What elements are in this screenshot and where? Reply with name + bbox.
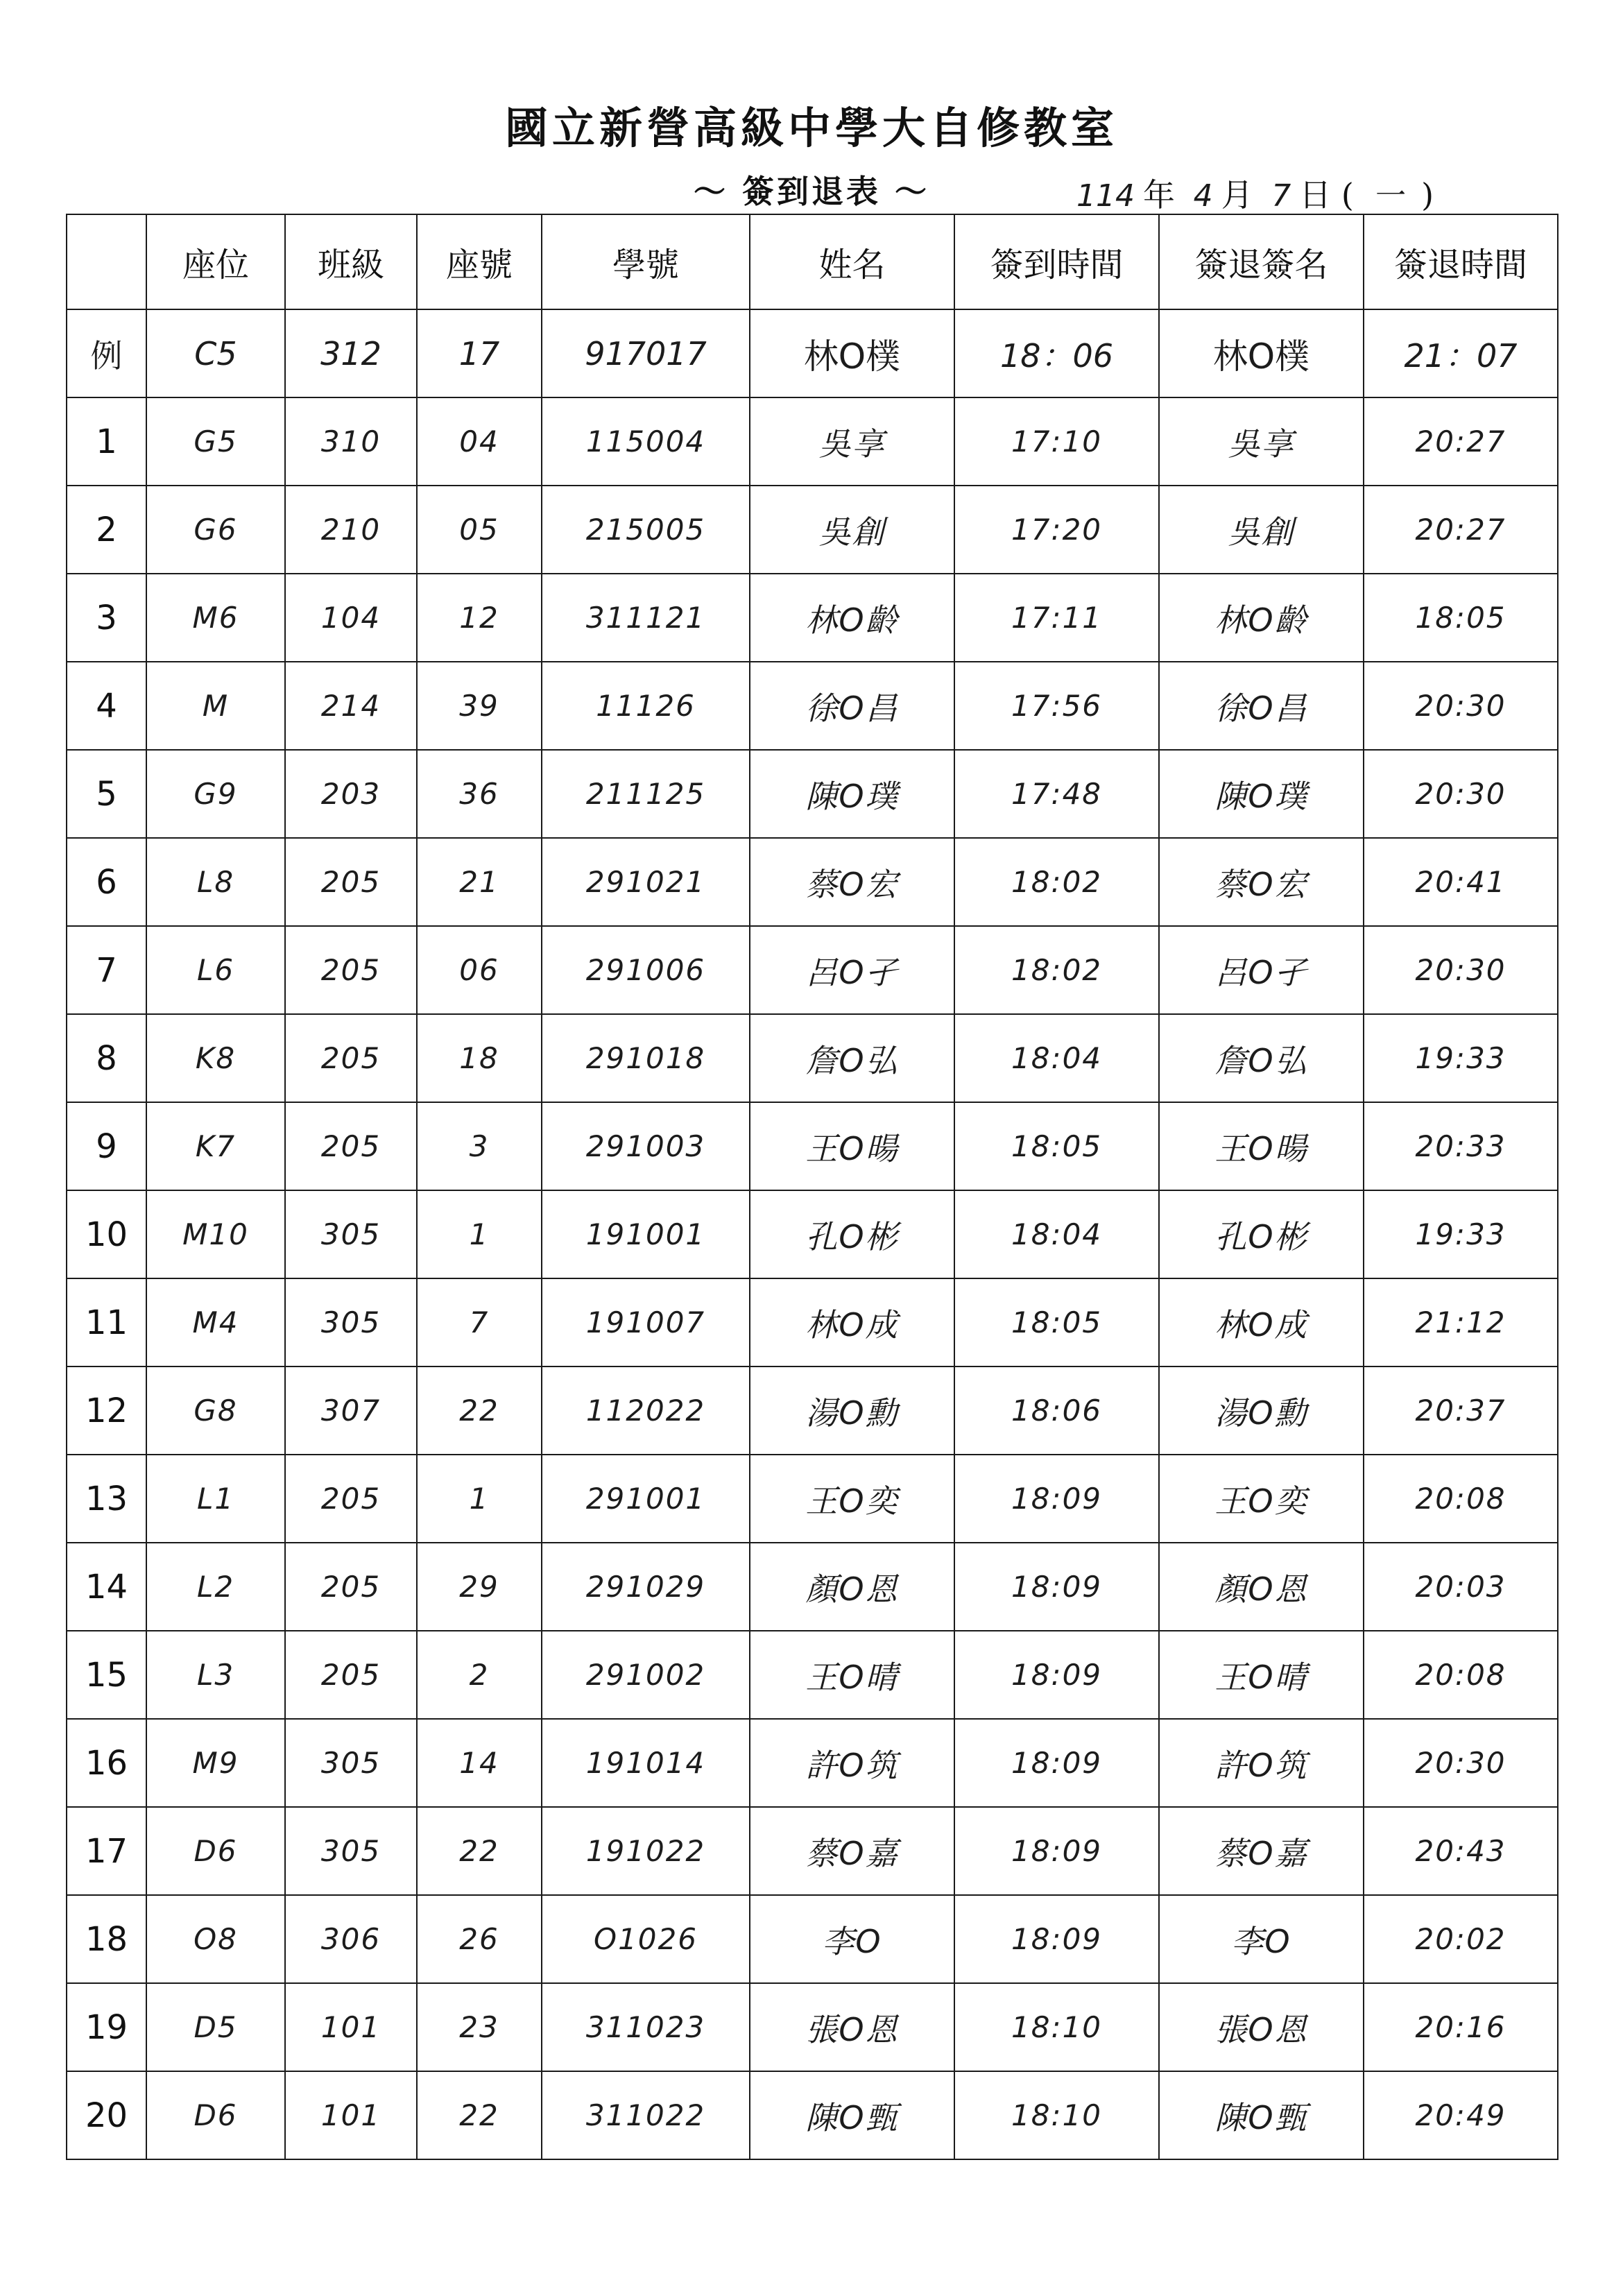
table-row xyxy=(67,838,1558,926)
seat-cell: M10 xyxy=(146,1190,285,1278)
student-id-cell: 291002 xyxy=(542,1631,750,1719)
checkout-time-cell: 18:05 xyxy=(1364,574,1558,662)
table-row xyxy=(67,397,1558,486)
name-cell: 林O樸 xyxy=(750,309,954,397)
column-header-seat-no: 座號 xyxy=(417,214,542,309)
seat-cell: G6 xyxy=(146,486,285,574)
name-cell: 陳O璞 xyxy=(750,750,954,838)
checkin-time-cell: 18:05 xyxy=(954,1278,1159,1367)
seat-no-cell: 3 xyxy=(417,1102,542,1190)
row-number: 5 xyxy=(67,750,146,838)
seat-no-cell: 36 xyxy=(417,750,542,838)
seat-cell: L6 xyxy=(146,926,285,1014)
class-cell: 310 xyxy=(285,397,417,486)
seat-no-cell: 18 xyxy=(417,1014,542,1102)
date-day-unit: 日 xyxy=(1299,176,1332,214)
weekday-close: ) xyxy=(1421,176,1434,214)
column-header-seat: 座位 xyxy=(146,214,285,309)
row-number: 14 xyxy=(67,1543,146,1631)
checkin-time-cell: 18:04 xyxy=(954,1190,1159,1278)
checkin-time-cell: 18:09 xyxy=(954,1895,1159,1983)
seat-no-cell: 22 xyxy=(417,2071,542,2159)
seat-no-cell: 21 xyxy=(417,838,542,926)
signout-signature-cell: 陳O甄 xyxy=(1159,2071,1364,2159)
signout-signature-cell: 王O晴 xyxy=(1159,1631,1364,1719)
table-row xyxy=(67,2071,1558,2159)
signout-signature-cell: 林O齡 xyxy=(1159,574,1364,662)
row-number: 15 xyxy=(67,1631,146,1719)
checkout-time-cell: 19:33 xyxy=(1364,1014,1558,1102)
seat-no-cell: 1 xyxy=(417,1190,542,1278)
class-cell: 101 xyxy=(285,2071,417,2159)
student-id-cell: 311022 xyxy=(542,2071,750,2159)
checkin-time-cell: 18:02 xyxy=(954,838,1159,926)
seat-cell: K8 xyxy=(146,1014,285,1102)
table-row xyxy=(67,926,1558,1014)
seat-cell: D6 xyxy=(146,2071,285,2159)
row-number: 10 xyxy=(67,1190,146,1278)
class-cell: 312 xyxy=(285,309,417,397)
seat-cell: M xyxy=(146,662,285,750)
checkin-time-cell: 18:06 xyxy=(954,1367,1159,1455)
table-row xyxy=(67,662,1558,750)
checkin-time-cell: 17:56 xyxy=(954,662,1159,750)
checkin-time-cell: 18:09 xyxy=(954,1455,1159,1543)
page-title: 國立新營高級中學大自修教室 xyxy=(504,103,1118,153)
student-id-cell: 291001 xyxy=(542,1455,750,1543)
row-number: 8 xyxy=(67,1014,146,1102)
seat-no-cell: 22 xyxy=(417,1367,542,1455)
class-cell: 203 xyxy=(285,750,417,838)
seat-no-cell: 7 xyxy=(417,1278,542,1367)
name-cell: 許O筑 xyxy=(750,1719,954,1807)
name-cell: 王O晴 xyxy=(750,1631,954,1719)
table-row xyxy=(67,1014,1558,1102)
class-cell: 306 xyxy=(285,1895,417,1983)
student-id-cell: 211125 xyxy=(542,750,750,838)
weekday-open: ( xyxy=(1341,176,1354,214)
name-cell: 林O成 xyxy=(750,1278,954,1367)
table-row xyxy=(67,1807,1558,1895)
row-number: 4 xyxy=(67,662,146,750)
row-number: 12 xyxy=(67,1367,146,1455)
name-cell: 林O齡 xyxy=(750,574,954,662)
checkout-time-cell: 20:37 xyxy=(1364,1367,1558,1455)
seat-no-cell: 17 xyxy=(417,309,542,397)
signout-signature-cell: 呂O孑 xyxy=(1159,926,1364,1014)
checkin-time-cell: 18:09 xyxy=(954,1631,1159,1719)
signout-signature-cell: 吳享 xyxy=(1159,397,1364,486)
class-cell: 305 xyxy=(285,1190,417,1278)
signout-signature-cell: 湯O勳 xyxy=(1159,1367,1364,1455)
seat-cell: O8 xyxy=(146,1895,285,1983)
row-number: 7 xyxy=(67,926,146,1014)
row-number: 16 xyxy=(67,1719,146,1807)
checkout-time-cell: 20:08 xyxy=(1364,1455,1558,1543)
sign-in-table xyxy=(66,214,1558,2160)
signout-signature-cell: 吳創 xyxy=(1159,486,1364,574)
row-number: 6 xyxy=(67,838,146,926)
name-cell: 吳創 xyxy=(750,486,954,574)
name-cell: 呂O孑 xyxy=(750,926,954,1014)
student-id-cell: 11126 xyxy=(542,662,750,750)
checkout-time-cell: 20:16 xyxy=(1364,1983,1558,2071)
row-number: 18 xyxy=(67,1895,146,1983)
name-cell: 徐O昌 xyxy=(750,662,954,750)
class-cell: 205 xyxy=(285,1102,417,1190)
checkin-time-cell: 18:04 xyxy=(954,1014,1159,1102)
seat-no-cell: 06 xyxy=(417,926,542,1014)
row-number: 20 xyxy=(67,2071,146,2159)
student-id-cell: 917017 xyxy=(542,309,750,397)
name-cell: 湯O勳 xyxy=(750,1367,954,1455)
checkin-time-cell: 17:48 xyxy=(954,750,1159,838)
table-row xyxy=(67,1190,1558,1278)
date-year-unit: 年 xyxy=(1142,176,1175,214)
date-year: 114 xyxy=(1076,178,1135,214)
checkout-time-cell: 20:27 xyxy=(1364,486,1558,574)
example-row xyxy=(67,309,1558,397)
checkout-time-cell: 19:33 xyxy=(1364,1190,1558,1278)
signout-signature-cell: 詹O弘 xyxy=(1159,1014,1364,1102)
checkout-time-cell: 20:30 xyxy=(1364,662,1558,750)
row-number: 9 xyxy=(67,1102,146,1190)
seat-cell: C5 xyxy=(146,309,285,397)
signout-signature-cell: 王O奕 xyxy=(1159,1455,1364,1543)
checkout-time-cell: 20:30 xyxy=(1364,1719,1558,1807)
checkout-time-cell: 20:43 xyxy=(1364,1807,1558,1895)
seat-cell: G8 xyxy=(146,1367,285,1455)
checkout-time-cell: 20:49 xyxy=(1364,2071,1558,2159)
class-cell: 307 xyxy=(285,1367,417,1455)
signout-signature-cell: 李O xyxy=(1159,1895,1364,1983)
checkout-time-cell: 20:30 xyxy=(1364,750,1558,838)
class-cell: 205 xyxy=(285,926,417,1014)
column-header-checkout-time: 簽退時間 xyxy=(1364,214,1558,309)
date-month-unit: 月 xyxy=(1221,176,1253,214)
checkin-time-cell: 18:09 xyxy=(954,1807,1159,1895)
seat-no-cell: 26 xyxy=(417,1895,542,1983)
signout-signature-cell: 張O恩 xyxy=(1159,1983,1364,2071)
table-row xyxy=(67,486,1558,574)
table-header-row xyxy=(67,214,1558,309)
column-header-class: 班級 xyxy=(285,214,417,309)
table-row xyxy=(67,1895,1558,1983)
seat-no-cell: 23 xyxy=(417,1983,542,2071)
seat-cell: L8 xyxy=(146,838,285,926)
checkout-time-cell: 20:03 xyxy=(1364,1543,1558,1631)
seat-cell: M4 xyxy=(146,1278,285,1367)
signout-signature-cell: 林O成 xyxy=(1159,1278,1364,1367)
seat-no-cell: 14 xyxy=(417,1719,542,1807)
date-line xyxy=(1068,170,1554,216)
row-number: 19 xyxy=(67,1983,146,2071)
seat-no-cell: 29 xyxy=(417,1543,542,1631)
table-row xyxy=(67,1719,1558,1807)
student-id-cell: 112022 xyxy=(542,1367,750,1455)
date-month: 4 xyxy=(1193,178,1213,214)
class-cell: 205 xyxy=(285,1543,417,1631)
class-cell: 101 xyxy=(285,1983,417,2071)
date-weekday: 一 xyxy=(1372,178,1403,214)
name-cell: 孔O彬 xyxy=(750,1190,954,1278)
student-id-cell: 291021 xyxy=(542,838,750,926)
checkin-time-cell: 18:10 xyxy=(954,1983,1159,2071)
class-cell: 210 xyxy=(285,486,417,574)
table-row xyxy=(67,1278,1558,1367)
seat-no-cell: 05 xyxy=(417,486,542,574)
checkout-time-cell: 20:30 xyxy=(1364,926,1558,1014)
class-cell: 305 xyxy=(285,1719,417,1807)
student-id-cell: 191014 xyxy=(542,1719,750,1807)
checkin-time-cell: 18:09 xyxy=(954,1719,1159,1807)
checkin-time-cell: 17:11 xyxy=(954,574,1159,662)
class-cell: 214 xyxy=(285,662,417,750)
column-header-checkin-time: 簽到時間 xyxy=(954,214,1159,309)
seat-cell: G5 xyxy=(146,397,285,486)
class-cell: 305 xyxy=(285,1807,417,1895)
student-id-cell: 291029 xyxy=(542,1543,750,1631)
signout-signature-cell: 王O暘 xyxy=(1159,1102,1364,1190)
seat-cell: D6 xyxy=(146,1807,285,1895)
table-row xyxy=(67,1367,1558,1455)
seat-no-cell: 04 xyxy=(417,397,542,486)
table-row xyxy=(67,1631,1558,1719)
checkout-time-cell: 21：07 xyxy=(1364,309,1558,397)
seat-cell: M9 xyxy=(146,1719,285,1807)
checkout-time-cell: 20:02 xyxy=(1364,1895,1558,1983)
seat-no-cell: 1 xyxy=(417,1455,542,1543)
checkin-time-cell: 18:10 xyxy=(954,2071,1159,2159)
seat-no-cell: 12 xyxy=(417,574,542,662)
name-cell: 詹O弘 xyxy=(750,1014,954,1102)
row-number: 17 xyxy=(67,1807,146,1895)
form-subtitle: ～ 簽到退表 ～ xyxy=(694,173,930,210)
checkin-time-cell: 18:09 xyxy=(954,1543,1159,1631)
seat-cell: G9 xyxy=(146,750,285,838)
class-cell: 205 xyxy=(285,1455,417,1543)
checkout-time-cell: 20:27 xyxy=(1364,397,1558,486)
name-cell: 顏O恩 xyxy=(750,1543,954,1631)
seat-cell: D5 xyxy=(146,1983,285,2071)
column-header-student-id: 學號 xyxy=(542,214,750,309)
signout-signature-cell: 徐O昌 xyxy=(1159,662,1364,750)
row-number: 3 xyxy=(67,574,146,662)
seat-cell: M6 xyxy=(146,574,285,662)
name-cell: 王O奕 xyxy=(750,1455,954,1543)
checkin-time-cell: 18:02 xyxy=(954,926,1159,1014)
name-cell: 李O xyxy=(750,1895,954,1983)
table-row xyxy=(67,1983,1558,2071)
class-cell: 104 xyxy=(285,574,417,662)
name-cell: 張O恩 xyxy=(750,1983,954,2071)
column-header-signout-signature: 簽退簽名 xyxy=(1159,214,1364,309)
row-number: 例 xyxy=(67,309,146,397)
checkout-time-cell: 20:08 xyxy=(1364,1631,1558,1719)
seat-no-cell: 39 xyxy=(417,662,542,750)
name-cell: 蔡O宏 xyxy=(750,838,954,926)
name-cell: 陳O甄 xyxy=(750,2071,954,2159)
checkout-time-cell: 21:12 xyxy=(1364,1278,1558,1367)
signout-signature-cell: 許O筑 xyxy=(1159,1719,1364,1807)
student-id-cell: 311121 xyxy=(542,574,750,662)
student-id-cell: 291003 xyxy=(542,1102,750,1190)
row-number: 1 xyxy=(67,397,146,486)
name-cell: 王O暘 xyxy=(750,1102,954,1190)
class-cell: 205 xyxy=(285,1014,417,1102)
seat-cell: K7 xyxy=(146,1102,285,1190)
checkout-time-cell: 20:41 xyxy=(1364,838,1558,926)
student-id-cell: 215005 xyxy=(542,486,750,574)
student-id-cell: 191007 xyxy=(542,1278,750,1367)
seat-cell: L3 xyxy=(146,1631,285,1719)
table-row xyxy=(67,574,1558,662)
student-id-cell: 191001 xyxy=(542,1190,750,1278)
student-id-cell: O1026 xyxy=(542,1895,750,1983)
table-row xyxy=(67,750,1558,838)
signout-signature-cell: 顏O恩 xyxy=(1159,1543,1364,1631)
table-row xyxy=(67,1102,1558,1190)
student-id-cell: 311023 xyxy=(542,1983,750,2071)
name-cell: 蔡O嘉 xyxy=(750,1807,954,1895)
row-number: 11 xyxy=(67,1278,146,1367)
table-row xyxy=(67,1455,1558,1543)
seat-cell: L2 xyxy=(146,1543,285,1631)
seat-cell: L1 xyxy=(146,1455,285,1543)
column-header-name: 姓名 xyxy=(750,214,954,309)
signout-signature-cell: 孔O彬 xyxy=(1159,1190,1364,1278)
date-day: 7 xyxy=(1271,178,1291,214)
signout-signature-cell: 林O樸 xyxy=(1159,309,1364,397)
class-cell: 205 xyxy=(285,838,417,926)
checkout-time-cell: 20:33 xyxy=(1364,1102,1558,1190)
student-id-cell: 291018 xyxy=(542,1014,750,1102)
student-id-cell: 115004 xyxy=(542,397,750,486)
checkin-time-cell: 17:10 xyxy=(954,397,1159,486)
checkin-time-cell: 18：06 xyxy=(954,309,1159,397)
signout-signature-cell: 陳O璞 xyxy=(1159,750,1364,838)
class-cell: 205 xyxy=(285,1631,417,1719)
checkin-time-cell: 18:05 xyxy=(954,1102,1159,1190)
seat-no-cell: 2 xyxy=(417,1631,542,1719)
signout-signature-cell: 蔡O宏 xyxy=(1159,838,1364,926)
table-row xyxy=(67,1543,1558,1631)
name-cell: 吳享 xyxy=(750,397,954,486)
signout-signature-cell: 蔡O嘉 xyxy=(1159,1807,1364,1895)
row-number: 13 xyxy=(67,1455,146,1543)
row-number: 2 xyxy=(67,486,146,574)
checkin-time-cell: 17:20 xyxy=(954,486,1159,574)
student-id-cell: 291006 xyxy=(542,926,750,1014)
column-header-rownum xyxy=(67,214,146,309)
student-id-cell: 191022 xyxy=(542,1807,750,1895)
seat-no-cell: 22 xyxy=(417,1807,542,1895)
class-cell: 305 xyxy=(285,1278,417,1367)
